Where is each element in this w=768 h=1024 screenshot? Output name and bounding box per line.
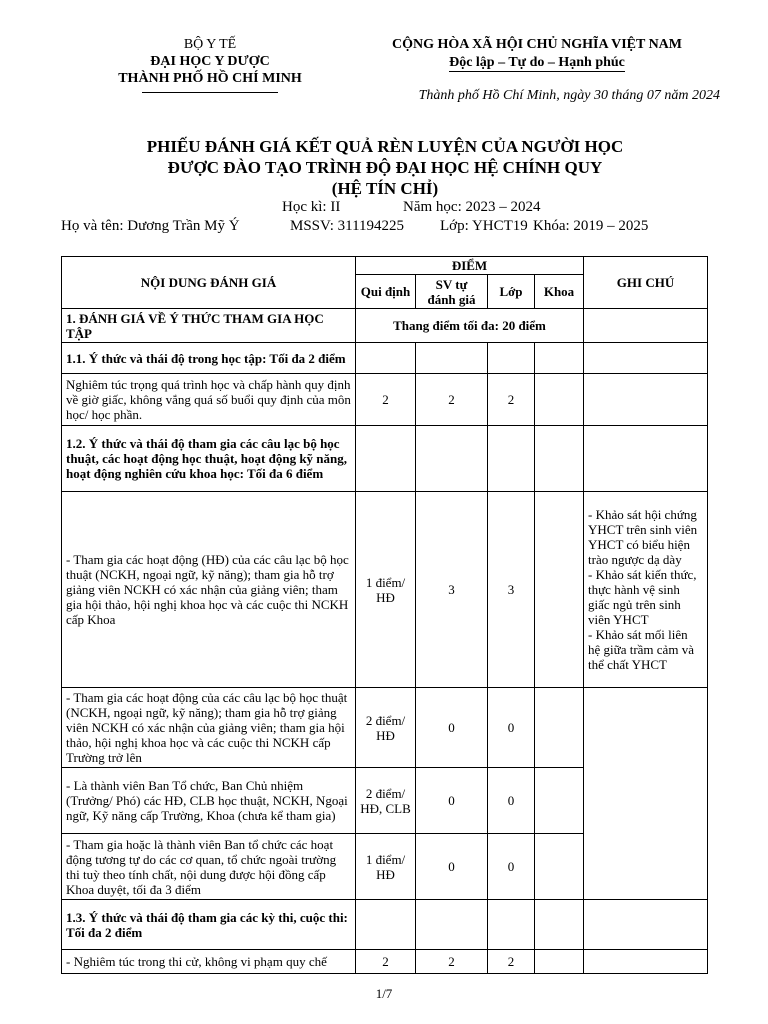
header-self-score: SV tự đánh giá	[416, 275, 488, 309]
empty-cell	[584, 343, 708, 374]
faculty-score	[535, 768, 584, 834]
institution-header	[100, 36, 320, 93]
rule-score: 2 điểm/ HĐ, CLB	[356, 768, 416, 834]
subsection-title: 1.2. Ý thức và thái độ tham gia các câu lạc bộ học thuật, các hoạt động học thuật, hoạt động kỹ năng, hoạt động nghiên cứu khoa học: Tối đa 6 điểm	[62, 426, 356, 492]
class-score: 2	[488, 374, 535, 426]
national-header	[352, 36, 722, 72]
student-name: Họ và tên: Dương Trần Mỹ Ý	[61, 218, 240, 234]
faculty-score	[535, 374, 584, 426]
form-title	[40, 136, 730, 199]
rule-score: 2	[356, 374, 416, 426]
rule-score: 1 điểm/ HĐ	[356, 492, 416, 688]
faculty-score	[535, 492, 584, 688]
class-score: 0	[488, 688, 535, 768]
table-row	[62, 343, 708, 374]
header-faculty-score: Khoa	[535, 275, 584, 309]
header-divider	[142, 92, 278, 93]
page-number: 1/7	[375, 986, 393, 1001]
self-score: 2	[416, 950, 488, 974]
header-rule-score: Qui định	[356, 275, 416, 309]
empty-cell	[535, 343, 584, 374]
class-score: 2	[488, 950, 535, 974]
rule-score: 1 điểm/ HĐ	[356, 834, 416, 900]
self-score: 0	[416, 688, 488, 768]
table-row	[62, 950, 708, 974]
self-score: 0	[416, 834, 488, 900]
empty-cell	[488, 343, 535, 374]
university-name-line2: THÀNH PHỐ HỒ CHÍ MINH	[118, 71, 302, 86]
student-cohort: Khóa: 2019 – 2025	[533, 218, 649, 234]
table-row	[62, 688, 708, 768]
empty-cell	[356, 426, 416, 492]
school-year-field: Năm học: 2023 – 2024	[403, 199, 541, 215]
empty-cell	[488, 900, 535, 950]
table-header-row	[62, 257, 708, 275]
table-row	[62, 426, 708, 492]
student-info	[61, 218, 649, 235]
empty-cell	[416, 426, 488, 492]
note-cell	[584, 950, 708, 974]
form-title-line2: ĐƯỢC ĐÀO TẠO TRÌNH ĐỘ ĐẠI HỌC HỆ CHÍNH QUY	[167, 158, 603, 177]
criterion-text: Nghiêm túc trọng quá trình học và chấp hành quy định về giờ giấc, không vắng quá số buổi quy định của môn học/ học phần.	[62, 374, 356, 426]
empty-cell	[416, 900, 488, 950]
class-score: 3	[488, 492, 535, 688]
empty-cell	[356, 343, 416, 374]
faculty-score	[535, 688, 584, 768]
table-row	[62, 492, 708, 688]
header-note: GHI CHÚ	[584, 257, 708, 309]
evaluation-table	[61, 256, 708, 974]
empty-cell	[584, 426, 708, 492]
form-title-line3: (HỆ TÍN CHỈ)	[331, 179, 439, 198]
empty-cell	[584, 900, 708, 950]
rule-score: 2 điểm/ HĐ	[356, 688, 416, 768]
header-class-score: Lớp	[488, 275, 535, 309]
table-row	[62, 900, 708, 950]
empty-cell	[488, 426, 535, 492]
criterion-text: - Là thành viên Ban Tổ chức, Ban Chủ nhiệm (Trưởng/ Phó) các HĐ, CLB học thuật, NCKH, Ngoại ngữ, Kỹ năng cấp Trường, Khoa (chưa kể tham gia)	[62, 768, 356, 834]
subsection-title: 1.1. Ý thức và thái độ trong học tập: Tối đa 2 điểm	[62, 343, 356, 374]
form-title-line1: PHIẾU ĐÁNH GIÁ KẾT QUẢ RÈN LUYỆN CỦA NGƯỜI HỌC	[146, 137, 624, 156]
class-score: 0	[488, 768, 535, 834]
criterion-text: - Tham gia hoặc là thành viên Ban tổ chức các hoạt động tương tự do các cơ quan, tổ chức ngoài trường thi tuỳ theo tính chất, nội dung được hội đồng cấp Khoa duyệt, tối đa 3 điểm	[62, 834, 356, 900]
header-score: ĐIỂM	[356, 257, 584, 275]
criterion-text: - Nghiêm túc trong thi cử, không vi phạm quy chế	[62, 950, 356, 974]
note-cell: - Khảo sát hội chứng YHCT trên sinh viên YHCT có biểu hiện trào ngược dạ dày - Khảo sát kiến thức, thực hành vệ sinh giấc ngủ trên sinh viên YHCT - Khảo sát mối liên hệ giữa trầm cảm và thể chất YHCT	[584, 492, 708, 688]
student-class: Lớp: YHCT19	[440, 218, 528, 234]
faculty-score	[535, 950, 584, 974]
rule-score: 2	[356, 950, 416, 974]
criterion-text: - Tham gia các hoạt động của các câu lạc bộ học thuật (NCKH, ngoại ngữ, kỹ năng); tham gia hỗ trợ giảng viên NCKH có xác nhận của giảng viên; tham gia hội thảo, hội nghị khoa học và các cuộc thi NCKH cấp Trường trở lên	[62, 688, 356, 768]
self-score: 3	[416, 492, 488, 688]
self-score: 0	[416, 768, 488, 834]
subsection-title: 1.3. Ý thức và thái độ tham gia các kỳ thi, cuộc thi: Tối đa 2 điểm	[62, 900, 356, 950]
empty-cell	[356, 900, 416, 950]
document-date: Thành phố Hồ Chí Minh, ngày 30 tháng 07 năm 2024	[418, 88, 720, 103]
section-title: 1. ĐÁNH GIÁ VỀ Ý THỨC THAM GIA HỌC TẬP	[62, 309, 356, 343]
ministry-name: BỘ Y TẾ	[183, 37, 237, 52]
faculty-score	[535, 834, 584, 900]
university-name-line1: ĐẠI HỌC Y DƯỢC	[150, 54, 270, 69]
student-id: MSSV: 311194225	[290, 218, 405, 234]
note-cell	[584, 688, 708, 900]
class-score: 0	[488, 834, 535, 900]
self-score: 2	[416, 374, 488, 426]
semester-field: Học kì: II	[282, 199, 341, 215]
national-motto: Độc lập – Tự do – Hạnh phúc	[449, 55, 625, 70]
empty-cell	[535, 900, 584, 950]
table-row	[62, 309, 708, 343]
criterion-text: - Tham gia các hoạt động (HĐ) của các câu lạc bộ học thuật (NCKH, ngoại ngữ, kỹ năng); tham gia hỗ trợ giảng viên NCKH có xác nhận của giảng viên; tham gia hội thảo, hội nghị khoa học và các cuộc thi NCKH cấp Khoa	[62, 492, 356, 688]
note-cell	[584, 309, 708, 343]
header-content: NỘI DUNG ĐÁNH GIÁ	[62, 257, 356, 309]
section-max-score: Thang điểm tối đa: 20 điểm	[356, 309, 584, 343]
empty-cell	[535, 426, 584, 492]
note-cell	[584, 374, 708, 426]
country-name: CỘNG HÒA XÃ HỘI CHỦ NGHĨA VIỆT NAM	[391, 37, 682, 52]
table-row	[62, 374, 708, 426]
empty-cell	[416, 343, 488, 374]
